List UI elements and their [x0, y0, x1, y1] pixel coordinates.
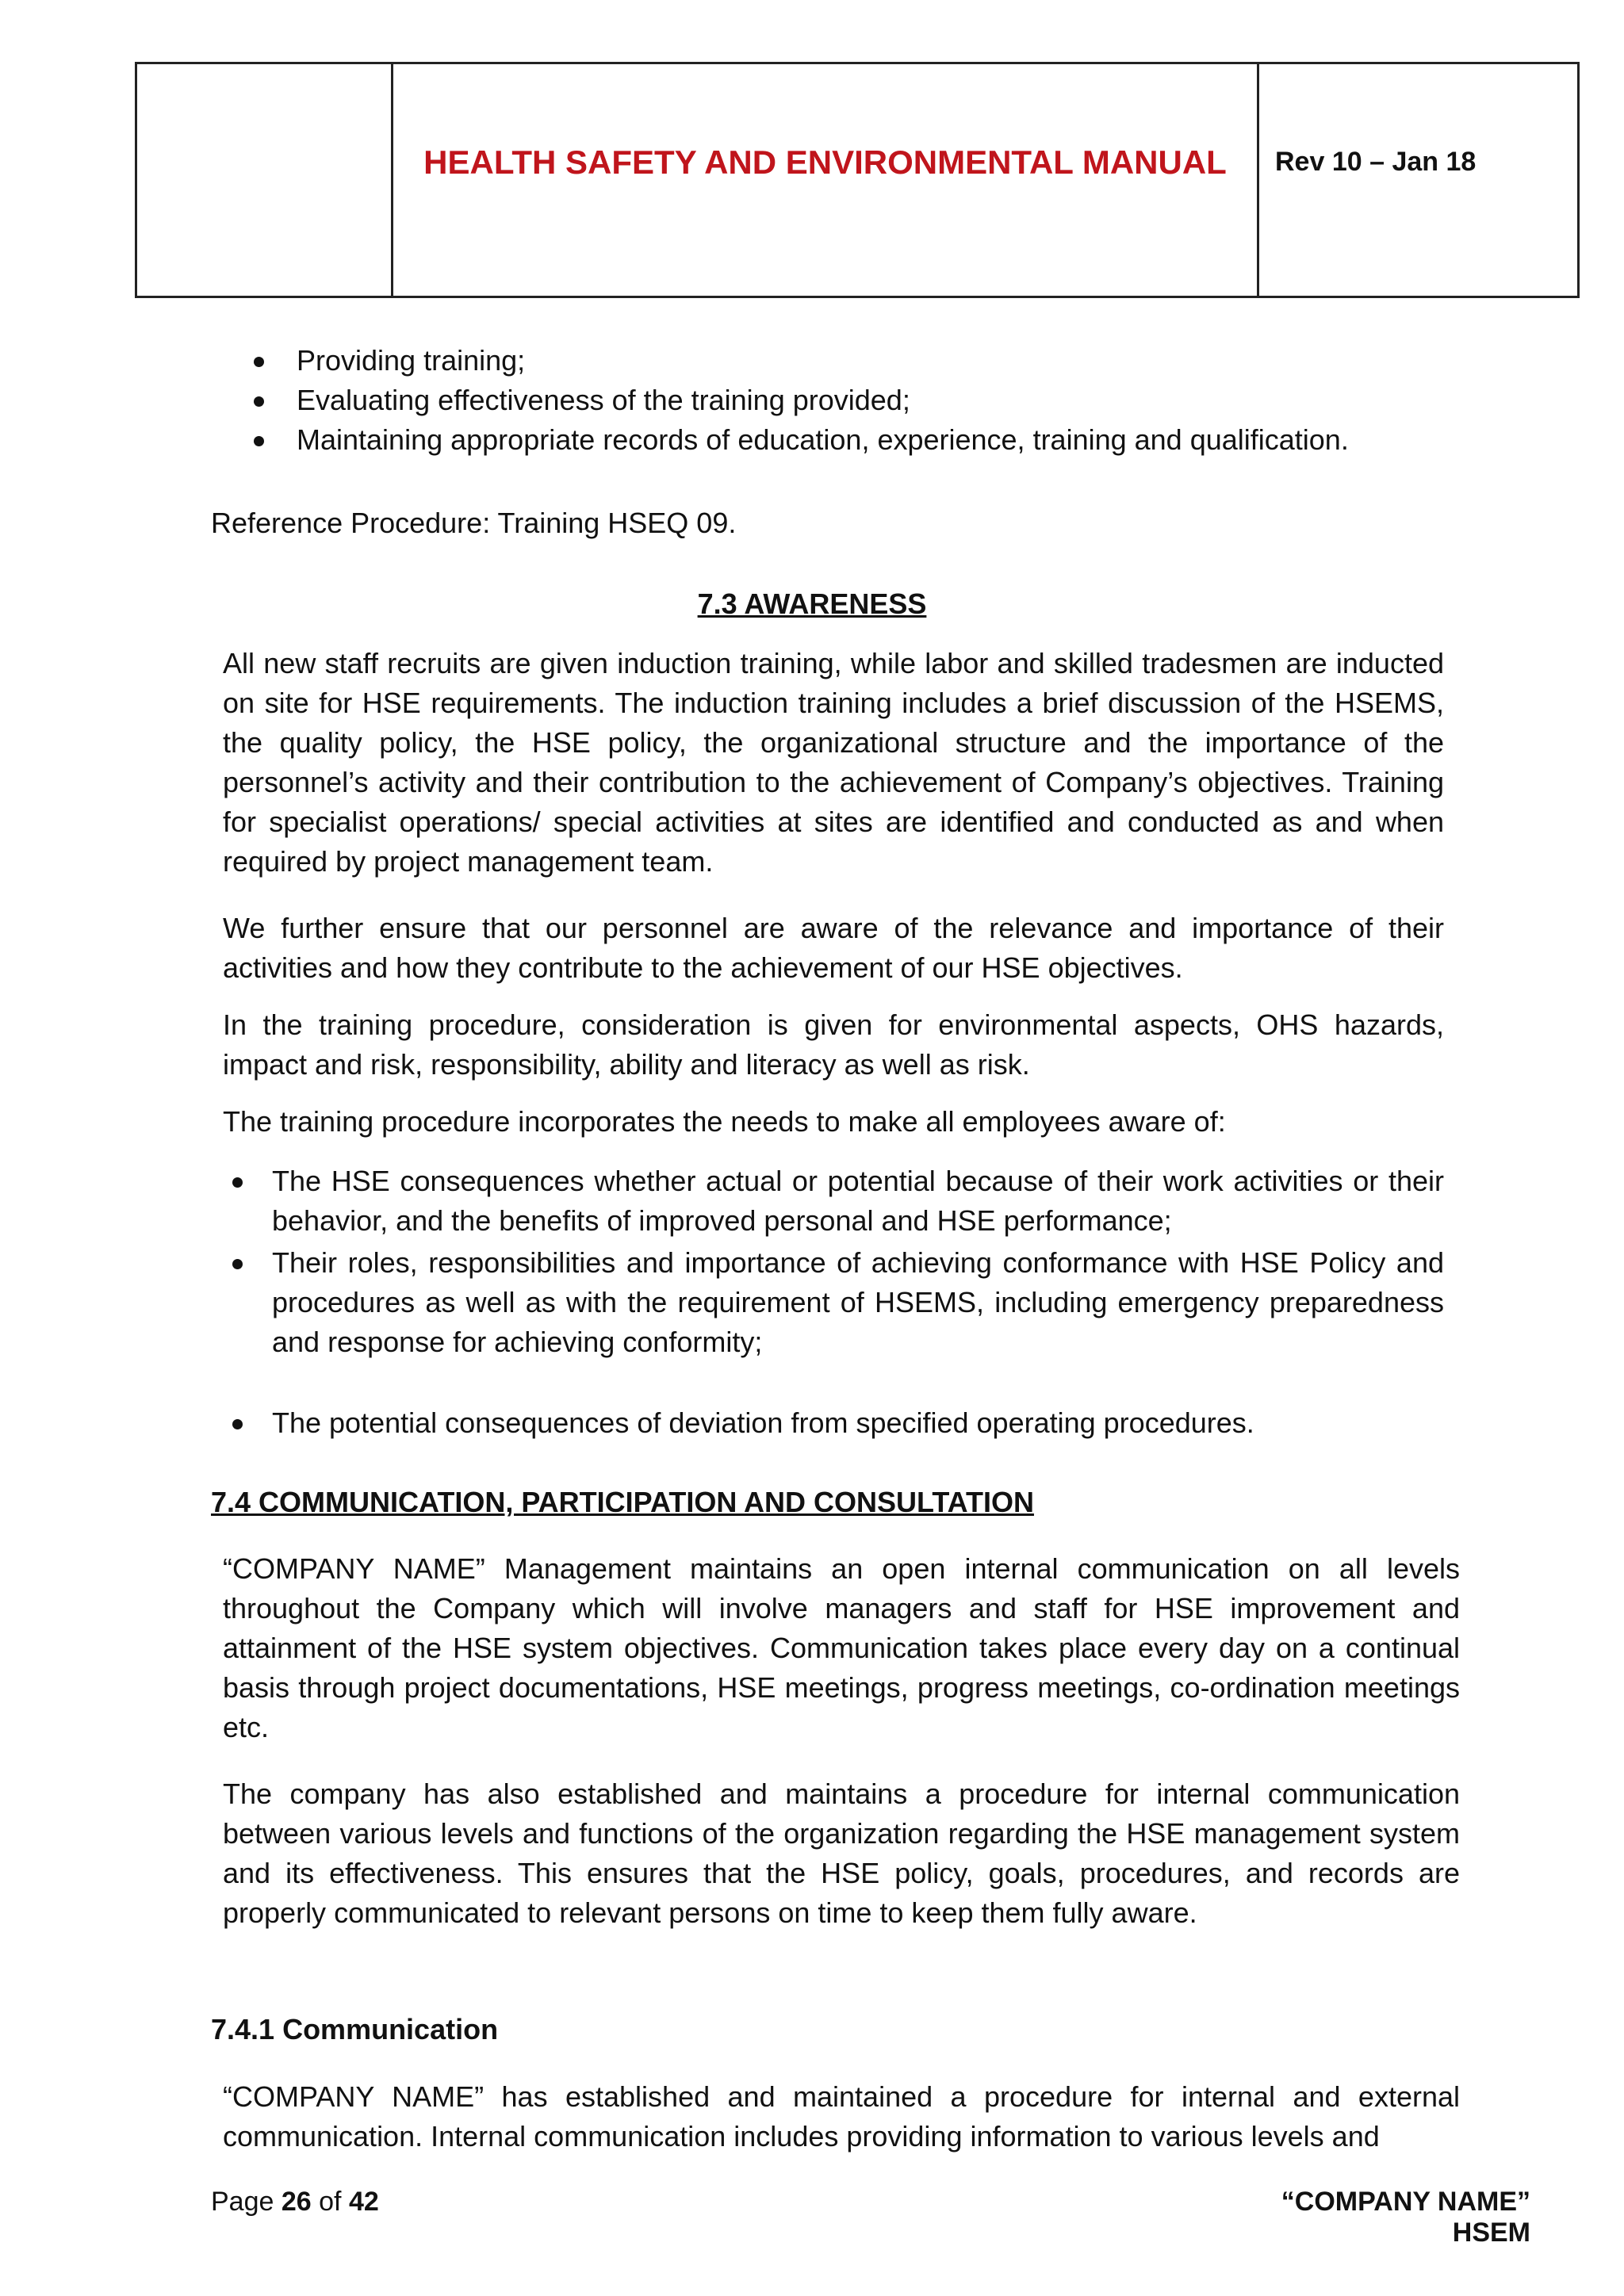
bullet-icon — [232, 1259, 243, 1269]
list-item: Their roles, responsibilities and importance of achieving conformance with HSE Policy and procedures as well as with the requirement of HSEMS, including emergency preparedness and response for achieving conformity; — [272, 1243, 1444, 1362]
document-header-table — [135, 62, 1580, 298]
subsection-heading-communication: 7.4.1 Communication — [211, 2013, 499, 2045]
training-bullet-list — [297, 341, 1534, 460]
page-number: Page 26 of 42 — [211, 2187, 379, 2217]
list-item: The potential consequences of deviation from specified operating procedures. — [272, 1403, 1444, 1443]
awareness-paragraph-4: The training procedure incorporates the needs to make all employees aware of: — [223, 1105, 1226, 1138]
communication-paragraph-2: The company has also established and maintains a procedure for internal communication between various levels and functions of the organization regarding the HSE management system and its effectiveness. This ensures that the HSE policy, goals, procedures, and records are properly communicated to relevant persons on time to keep them fully aware. — [223, 1777, 1460, 1929]
awareness-paragraph-3: In the training procedure, consideration is given for environmental aspects, OHS hazards, impact and risk, responsibility, ability and literacy as well as risk. — [223, 1008, 1444, 1081]
communication-paragraph-3: “COMPANY NAME” has established and maintained a procedure for internal and external communication. Internal communication includes providing information to various levels and — [223, 2080, 1460, 2152]
section-heading-communication: 7.4 COMMUNICATION, PARTICIPATION AND CONSULTATION — [211, 1486, 1034, 1518]
list-item: Maintaining appropriate records of education, experience, training and qualification. — [297, 420, 1534, 460]
bullet-icon — [232, 1419, 243, 1429]
document-title: HEALTH SAFETY AND ENVIRONMENTAL MANUAL — [423, 144, 1227, 181]
footer-document-name: “COMPANY NAME” HSEM — [1281, 2187, 1530, 2248]
bullet-icon — [254, 396, 264, 407]
awareness-paragraph-2: We further ensure that our personnel are aware of the relevance and importance of their activities and how they contribute to the achievement of our HSE objectives. — [223, 912, 1444, 984]
list-item: Evaluating effectiveness of the training provided; — [297, 381, 1534, 420]
communication-paragraph-1: “COMPANY NAME” Management maintains an open internal communication on all levels throughout the Company which will involve managers and staff for HSE improvement and attainment of the HSE system objectives. Communication takes place every day on a continual basis through project documentations, HSE meetings, progress meetings, co-ordination meetings etc. — [223, 1552, 1460, 1743]
title-cell — [393, 64, 1259, 296]
section-heading-awareness: 7.3 AWARENESS — [697, 587, 927, 620]
reference-procedure: Reference Procedure: Training HSEQ 09. — [211, 507, 737, 539]
awareness-bullet-list — [272, 1161, 1444, 1443]
logo-cell — [137, 64, 393, 296]
revision-label: Rev 10 – Jan 18 — [1275, 147, 1477, 177]
bullet-icon — [254, 436, 264, 446]
list-item: Providing training; — [297, 341, 1534, 381]
bullet-icon — [232, 1177, 243, 1188]
list-item: The HSE consequences whether actual or potential because of their work activities or their behavior, and the benefits of improved personal and HSE performance; — [272, 1161, 1444, 1241]
bullet-icon — [254, 357, 264, 367]
revision-cell — [1259, 64, 1577, 296]
awareness-paragraph-1: All new staff recruits are given induction training, while labor and skilled tradesmen are inducted on site for HSE requirements. The induction training includes a brief discussion of the HSEMS, the quality policy, the HSE policy, the organizational structure and the importance of the personnel’s activity and their contribution to the achievement of Company’s objectives. Training for specialist operations/ special activities at sites are identified and conducted as and when required by project management team. — [223, 647, 1444, 878]
